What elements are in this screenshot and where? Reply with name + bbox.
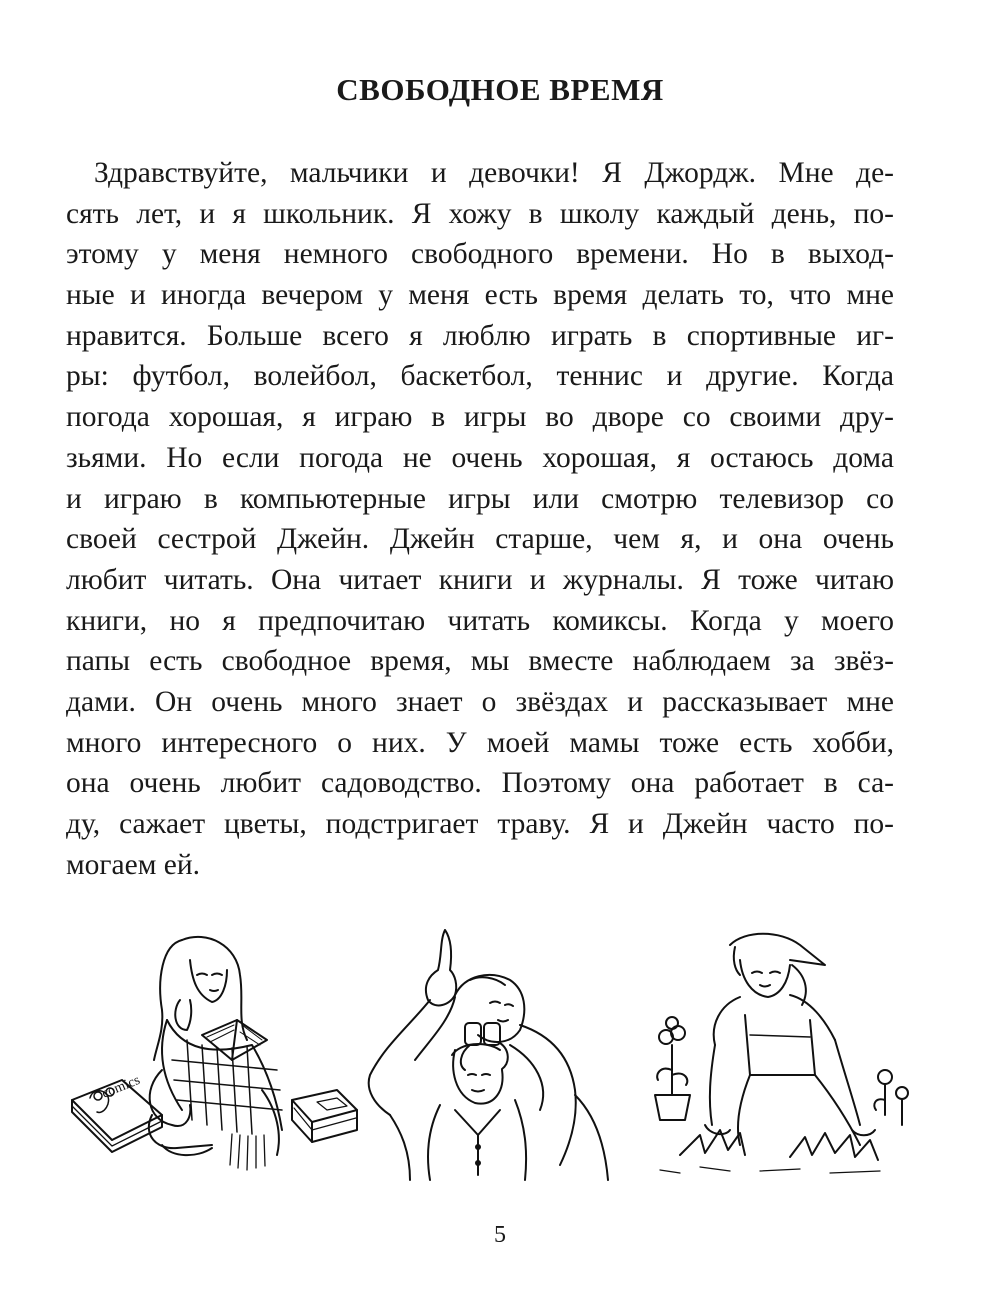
text-line: нравится. Больше всего я люблю играть в спортивные иг-: [66, 319, 894, 352]
illustration-gardening: [640, 925, 920, 1190]
text-line: этому у меня немного свободного времени. Но в выход-: [66, 238, 894, 271]
text-line: ду, сажает цветы, подстригает траву. Я и Джейн часто по-: [66, 808, 894, 840]
text-line: любит читать. Она читает книги и журналы. Я тоже читаю: [66, 563, 894, 596]
text-line: могаем ей.: [66, 848, 201, 881]
comics-label: comics: [99, 1072, 143, 1102]
text-line: ры: футбол, волейбол, баскетбол, теннис и другие. Когда: [66, 360, 894, 393]
text-line: Здравствуйте, мальчики и девочки! Я Джордж. Мне де-: [94, 157, 894, 189]
text-line: она очень любит садоводство. Поэтому она работает в са-: [66, 767, 894, 800]
text-line: зьями. Но если погода не очень хорошая, я остаюсь дома: [66, 441, 894, 474]
text-line: своей сестрой Джейн. Джейн старше, чем я, и она очень: [66, 523, 894, 556]
body-paragraph: [66, 153, 894, 885]
text-line: много интересного о них. У моей мамы тоже есть хобби,: [66, 726, 894, 759]
text-line: папы есть свободное время, мы вместе наблюдаем за звёз-: [66, 645, 894, 678]
illustration-stargazing: [360, 925, 630, 1190]
text-line: и играю в компьютерные игры или смотрю телевизор со: [66, 482, 894, 515]
text-line: дами. Он очень много знает о звёздах и рассказывает мне: [66, 685, 894, 718]
page-title: СВОБОДНОЕ ВРЕМЯ: [336, 72, 664, 107]
text-line: погода хорошая, я играю в игры во дворе со своими дру-: [66, 401, 894, 434]
text-line: ные и иногда вечером у меня есть время делать то, что мне: [66, 279, 894, 312]
text-line: сять лет, и я школьник. Я хожу в школу каждый день, по-: [66, 197, 894, 230]
text-line: книги, но я предпочитаю читать комиксы. Когда у моего: [66, 604, 894, 637]
illustration-reading-girl: [62, 920, 362, 1180]
page-number: 5: [494, 1222, 506, 1248]
